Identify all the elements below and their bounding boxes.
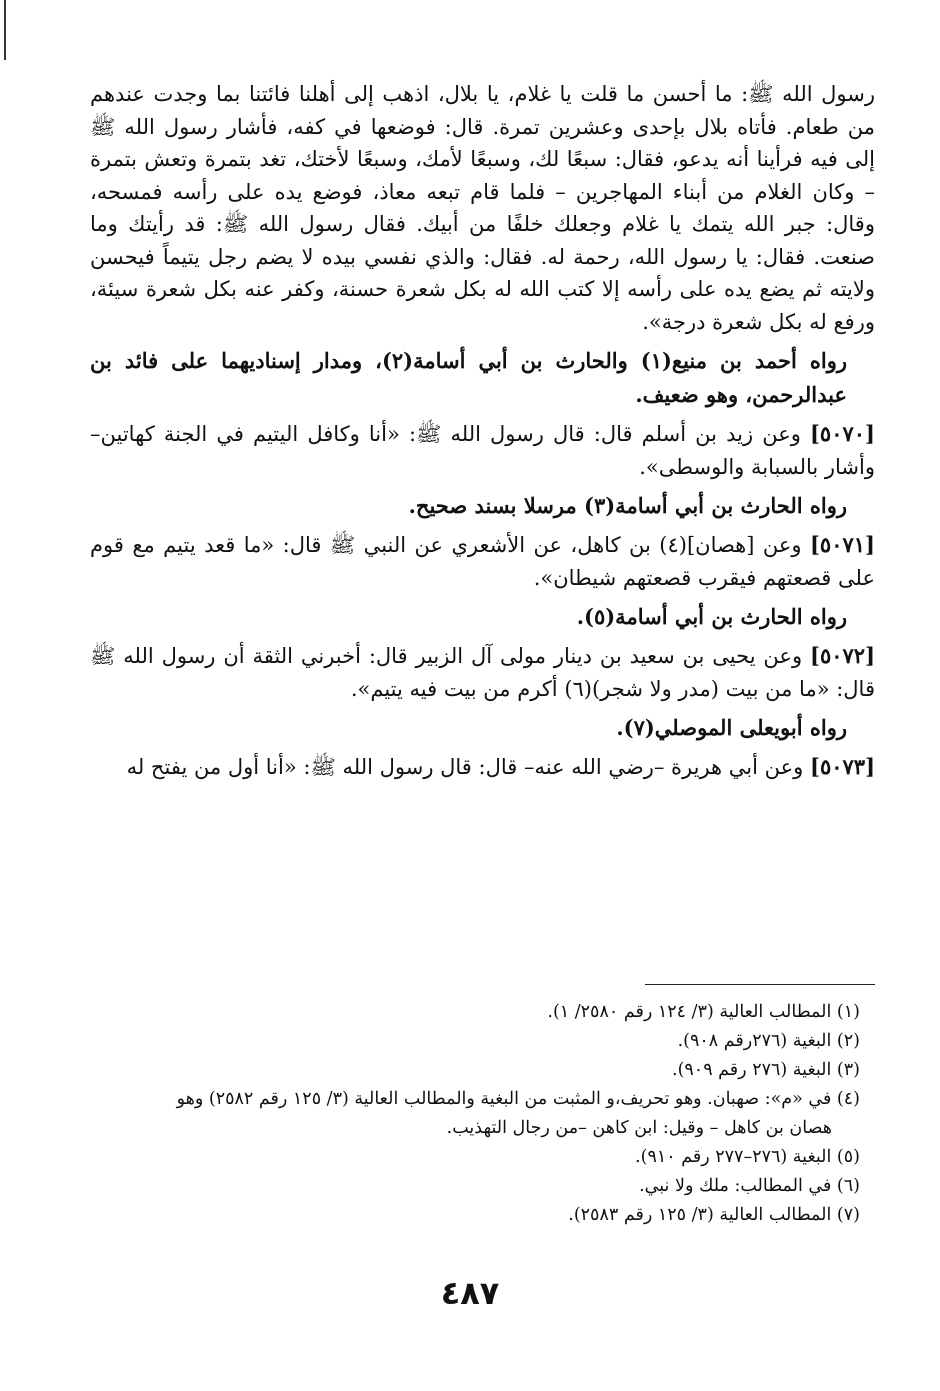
source-note-4: رواه أبويعلى الموصلي(٧). [616, 715, 847, 740]
footnote-7: (٧) المطالب العالية (٣/ ١٢٥ رقم ٢٥٨٣). [568, 1205, 860, 1225]
hadith-text-5073: وعن أبي هريرة –رضي الله عنه– قال: قال رسول الله ﷺ: «أنا أول من يفتح له [126, 755, 804, 779]
page-edge-line [4, 0, 6, 60]
hadith-number-5073: [٥٠٧٣] [810, 754, 875, 779]
hadith-5071 [90, 529, 875, 594]
footnote-1: (١) المطالب العالية (٣/ ١٢٤ رقم ٢٥٨٠/ ١). [547, 1002, 860, 1022]
page-number: ٤٨٧ [440, 1274, 500, 1312]
footnote-5: (٥) البغية (٢٧٦–٢٧٧ رقم ٩١٠). [635, 1147, 860, 1167]
source-note-1: رواه أحمد بن منيع(١) والحارث بن أبي أسامة(٢)، ومدار إسناديهما على فائد بن عبدالرحمن، وهو ضعيف. [90, 348, 847, 407]
hadith-5072 [90, 640, 875, 705]
footnote-3: (٣) البغية (٢٧٦ رقم ٩٠٩). [672, 1060, 860, 1080]
footnote-6: (٦) في المطالب: ملك ولا نبي. [639, 1176, 860, 1196]
footnote-separator [645, 984, 875, 985]
source-note-3: رواه الحارث بن أبي أسامة(٥). [576, 604, 847, 629]
hadith-5070 [90, 418, 875, 483]
source-note-2: رواه الحارث بن أبي أسامة(٣) مرسلا بسند صحيح. [408, 493, 847, 518]
hadith-text-5072: وعن يحيى بن سعيد بن دينار مولى آل الزبير قال: أخبرني الثقة أن رسول الله ﷺ قال: «ما من بيت (مدر ولا شجر)(٦) أكرم من بيت فيه يتيم». [90, 644, 875, 701]
hadith-5073 [90, 751, 875, 784]
hadith-text-5071: وعن [هصان](٤) بن كاهل، عن الأشعري عن النبي ﷺ قال: «ما قعد يتيم مع قوم على قصعتهم فيقرب قصعتهم شيطان». [90, 533, 875, 590]
hadith-number-5071: [٥٠٧١] [809, 532, 875, 557]
footnote-4-continuation: هصان بن كاهل – وقيل: ابن كاهن –من رجال التهذيب. [446, 1118, 832, 1138]
main-text [90, 78, 875, 790]
footnote-4: (٤) في «م»: صهبان. وهو تحريف،و المثبت من البغية والمطالب العالية (٣/ ١٢٥ رقم ٢٥٨٢) وهو [176, 1089, 860, 1109]
footnotes [95, 998, 870, 1230]
hadith-text-5070: وعن زيد بن أسلم قال: قال رسول الله ﷺ: «أنا وكافل اليتيم في الجنة كهاتين– وأشار بالسبابة والوسطى». [90, 422, 875, 479]
footnote-2: (٢) البغية (٢٧٦رقم ٩٠٨). [677, 1031, 860, 1051]
hadith-number-5070: [٥٠٧٠] [809, 421, 875, 446]
hadith-continuation: رسول الله ﷺ: ما أحسن ما قلت يا غلام، يا بلال، اذهب إلى أهلنا فائتنا بما وجدت عندهم من طعام. فأتاه بلال بإحدى وعشرين تمرة. قال: فوضعها في كفه، فأشار رسول الله ﷺ إلى فيه فرأينا أنه يدعو، فقال: سبعًا لك، وسبعًا لأمك، وسبعًا لأختك، تغد بتمرة وتعش بتمرة – وكان الغلام من أبناء المهاجرين – فلما قام تبعه معاذ، فوضع يده على رأسه فمسحه، وقال: جبر الله يتمك يا غلام وجعلك خلفًا من أبيك. فقال رسول الله ﷺ: قد رأيتك وما صنعت. فقال: يا رسول الله، رحمة له. فقال: والذي نفسي بيده لا يضم رجل يتيماً فيحسن ولايته ثم يضع يده على رأسه إلا كتب الله له بكل شعرة حسنة، وكفر عنه بكل شعرة سيئة، ورفع له بكل شعرة درجة». [90, 82, 875, 334]
hadith-number-5072: [٥٠٧٢] [810, 643, 875, 668]
